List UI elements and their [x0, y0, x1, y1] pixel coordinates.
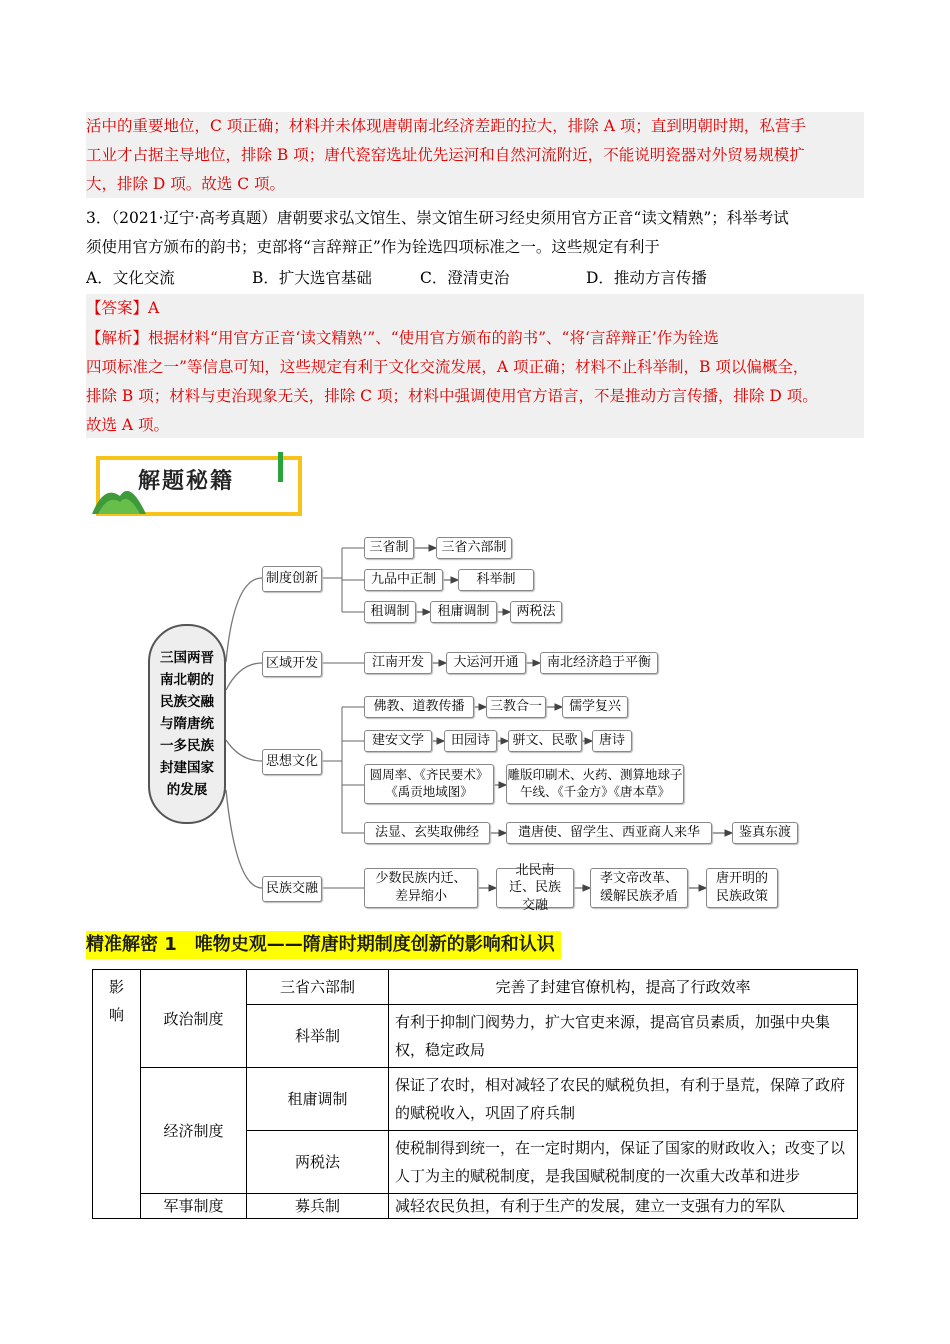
analysis-line: 工业才占据主导地位，排除 B 项；唐代瓷窑选址优先运河和自然河流附近，不能说明瓷器对外贸易规模扩 — [86, 146, 805, 164]
mindmap-node: 租调制 — [364, 601, 416, 623]
analysis-line: 大，排除 D 项。故选 C 项。 — [86, 175, 285, 193]
mindmap-node: 租庸调制 — [430, 601, 497, 623]
system-cell: 科举制 — [247, 1005, 389, 1068]
section-title: 精准解密 1 唯物史观——隋唐时期制度创新的影响和认识 — [86, 931, 561, 959]
category-cell: 政治制度 — [141, 970, 247, 1068]
mindmap-node: 三教合一 — [486, 696, 546, 718]
answer: 【答案】A — [86, 299, 160, 317]
mindmap-node: 三省制 — [364, 537, 414, 559]
influence-label: 影响 — [108, 978, 124, 1024]
branch-institution: 制度创新 — [262, 566, 322, 592]
branch-region: 区域开发 — [262, 651, 322, 677]
analysis-line: 排除 B 项；材料与吏治现象无关，排除 C 项；材料中强调使用官方语言，不是推动方言传播，排除 D 项。 — [86, 387, 818, 405]
table-row — [93, 1068, 858, 1131]
mindmap-node: 唐开明的民族政策 — [706, 868, 778, 908]
mindmap-node: 圆周率、《齐民要术》《禹贡地域图》 — [364, 764, 494, 804]
mindmap-node: 科举制 — [458, 569, 534, 591]
system-cell: 三省六部制 — [247, 970, 389, 1005]
mindmap-node: 九品中正制 — [364, 569, 443, 591]
option-d: D．推动方言传播 — [586, 269, 707, 287]
mindmap-node: 少数民族内迁、差异缩小 — [364, 868, 478, 908]
mindmap-node: 三省六部制 — [436, 537, 512, 559]
mindmap-node: 佛教、道教传播 — [364, 696, 474, 718]
table-row — [93, 970, 858, 1005]
mindmap-node: 孝文帝改革、缓解民族矛盾 — [590, 868, 688, 908]
category-cell: 军事制度 — [141, 1194, 247, 1219]
question-line: 3．（2021·辽宁·高考真题）唐朝要求弘文馆生、崇文馆生研习经史须用官方正音“读文精熟”；科举考试 — [86, 209, 789, 227]
desc-cell: 完善了封建官僚机构，提高了行政效率 — [389, 970, 858, 1005]
mindmap-node: 骈文、民歌 — [508, 730, 582, 752]
category-cell: 经济制度 — [141, 1068, 247, 1194]
mindmap-node: 田园诗 — [444, 730, 497, 752]
mindmap-node: 唐诗 — [592, 730, 632, 752]
desc-cell: 减轻农民负担，有利于生产的发展，建立一支强有力的军队 — [389, 1194, 858, 1219]
mindmap-node: 大运河开通 — [446, 652, 526, 674]
mindmap-node: 北民南迁、民族交融 — [496, 868, 574, 908]
mindmap-node: 法显、玄奘取佛经 — [364, 822, 490, 844]
analysis-line: 四项标准之一”等信息可知，这些规定有利于文化交流发展，A 项正确；材料不止科举制，B 项以偏概全， — [86, 358, 809, 376]
analysis-line: 活中的重要地位，C 项正确；材料并未体现唐朝南北经济差距的拉大，排除 A 项；直到明朝时期，私营手 — [86, 117, 806, 135]
option-b: B．扩大选官基础 — [252, 269, 372, 287]
analysis-line: 故选 A 项。 — [86, 416, 170, 434]
question-line: 须使用官方颁布的韵书；吏部将“言辞辩正”作为铨选四项标准之一。这些规定有利于 — [86, 238, 660, 256]
mindmap-node: 遣唐使、留学生、西亚商人来华 — [506, 822, 712, 844]
system-cell: 租庸调制 — [247, 1068, 389, 1131]
analysis-line: 【解析】根据材料“用官方正音‘读文精熟’”、“使用官方颁布的韵书”、“将‘言辞辩正’作为铨选 — [86, 329, 719, 347]
desc-cell: 使税制得到统一，在一定时期内，保证了国家的财政收入；改变了以人丁为主的赋税制度，是我国赋税制度的一次重大改革和进步 — [389, 1131, 858, 1194]
mindmap-node: 雕版印刷术、火药、测算地球子午线、《千金方》《唐本草》 — [506, 764, 684, 804]
branch-culture: 思想文化 — [262, 749, 322, 775]
influence-cell — [93, 970, 141, 1219]
branch-ethnic: 民族交融 — [262, 876, 322, 902]
banner-title: 解题秘籍 — [138, 469, 235, 494]
mindmap-node: 建安文学 — [364, 730, 432, 752]
mindmap-node: 鉴真东渡 — [732, 822, 798, 844]
system-cell: 募兵制 — [247, 1194, 389, 1219]
desc-cell: 有利于抑制门阀势力，扩大官吏来源，提高官员素质，加强中央集权，稳定政局 — [389, 1005, 858, 1068]
mindmap-center: 三国两晋南北朝的民族交融与隋唐统一多民族封建国家的发展 — [148, 624, 226, 824]
mindmap-node: 江南开发 — [364, 652, 432, 674]
mindmap-node: 南北经济趋于平衡 — [540, 652, 658, 674]
table-row — [93, 1194, 858, 1219]
option-a: A．文化交流 — [86, 269, 175, 287]
option-c: C．澄清吏治 — [420, 269, 510, 287]
mindmap-node: 两税法 — [510, 601, 562, 623]
system-cell: 两税法 — [247, 1131, 389, 1194]
desc-cell: 保证了农时，相对减轻了农民的赋税负担，有利于垦荒，保障了政府的赋税收入，巩固了府兵制 — [389, 1068, 858, 1131]
influence-table — [92, 969, 858, 1219]
mindmap-node: 儒学复兴 — [562, 696, 628, 718]
